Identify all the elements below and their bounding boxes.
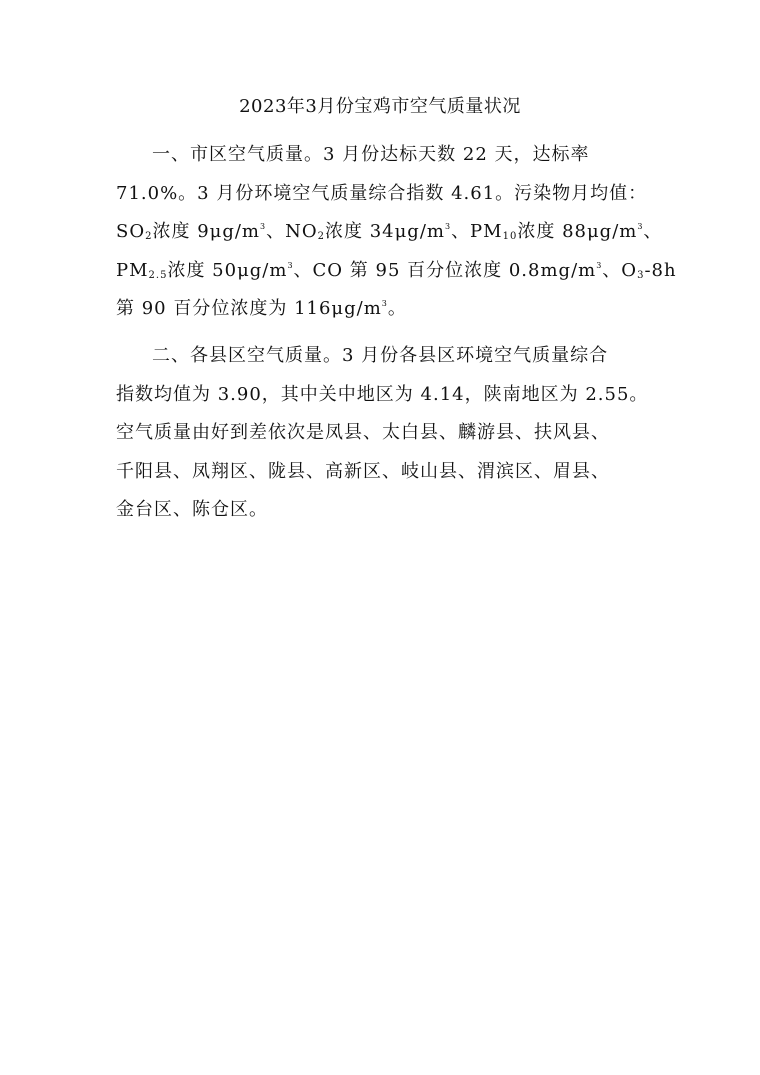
paragraph-county-air-quality <box>116 337 656 530</box>
text-line: 金台区、陈仓区。 <box>116 499 268 520</box>
text-line: 指数均值为 3.90，其中关中地区为 4.14，陕南地区为 2.55。 <box>116 383 649 405</box>
document-title: 2023年3月份宝鸡市空气质量状况 <box>239 96 521 117</box>
text-line: 71.0%。3 月份环境空气质量综合指数 4.61。污染物月均值： <box>116 182 648 204</box>
text-line: $PM_{2.5}$浓度 $50\mu g/m^3$、CO 第 95 百分位浓度 $0.8mg/m^3$、$O_3-8h$ <box>116 259 677 281</box>
text-line: 空气质量由好到差依次是凤县、太白县、麟游县、扶风县、 <box>116 422 610 443</box>
text-line: 千阳县、凤翔区、陇县、高新区、岐山县、渭滨区、眉县、 <box>116 460 610 482</box>
text-line: 一、市区空气质量。3 月份达标天数 22 天，达标率 <box>152 144 590 165</box>
text-line: 二、各县区空气质量。3 月份各县区环境空气质量综合 <box>152 345 609 366</box>
text-line: $SO_2$浓度 $9\mu g/m^3$、$NO_2$浓度 $34\mu g/m^3$、$PM_{10}$浓度 $88\mu g/m^3$、 <box>116 221 663 242</box>
text-line: 第 90 百分位浓度为 $116\mu g/m^3$。 <box>116 298 407 319</box>
paragraph-city-air-quality <box>116 136 677 329</box>
